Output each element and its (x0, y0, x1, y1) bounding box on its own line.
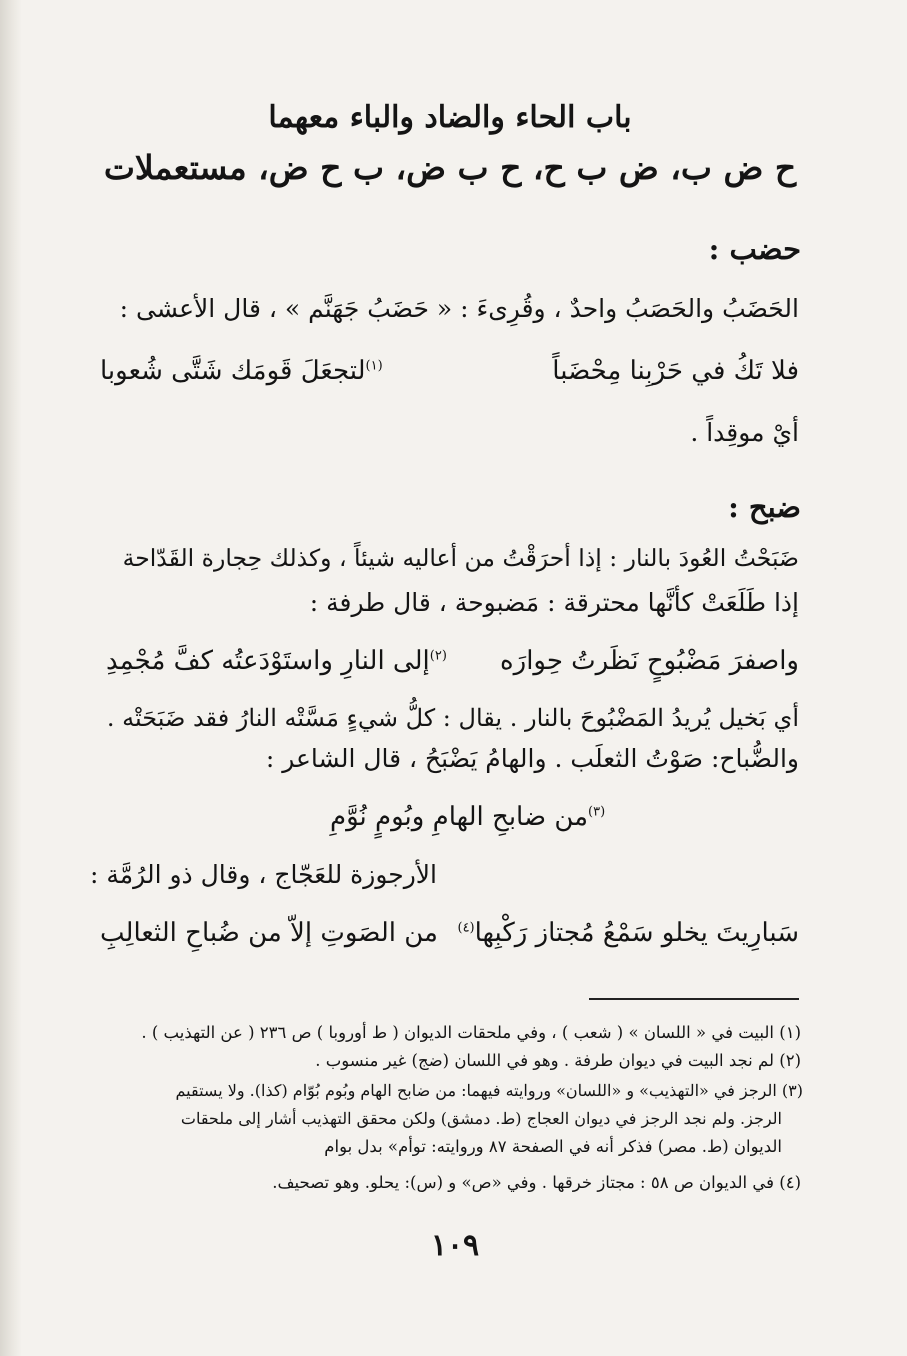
verse-hemistich-left (100, 356, 383, 386)
footnote-marker: (٤) (457, 920, 475, 936)
footnote-1: (١) البيت في « اللسان » ( شعب ) ، وفي ملحقات الديوان ( ط أوروبا ) ص ٢٣٦ ( عن التهذيب ) . (141, 1023, 801, 1042)
entry-line: الأرجوزة للعَجّاج ، وقال ذو الرُمَّة : (90, 860, 437, 889)
verse-text: من ضابحِ الهامِ وبُومٍ نُوَّمِ (330, 802, 589, 832)
footnote-2: (٢) لم نجد البيت في ديوان طرفة . وهو في اللسان (ضج) غير منسوب . (315, 1051, 801, 1070)
page-edge-shadow (0, 0, 22, 1356)
verse-text: إلى النارِ واستَوْدَعتُه كفَّ مُجْمِدِ (106, 646, 430, 676)
entry-heading-hadb: حضب : (708, 232, 801, 266)
footnote-separator (589, 998, 799, 1000)
entry-gloss: أيْ موقِداً . (690, 418, 799, 447)
footnote-marker: (١) (365, 358, 383, 374)
rajaz-line (330, 802, 605, 832)
entry-line: الحَضَبُ والحَصَبُ واحدٌ ، وقُرِىءَ : « حَضَبُ جَهَنَّم » ، قال الأعشى : (119, 294, 799, 323)
entry-line: أي بَخيل يُريدُ المَضْبُوحَ بالنار . يقال : كلُّ شيءٍ مَسَّتْه النارُ فقد ضَبَحَتْه . (106, 704, 799, 732)
footnote-3-cont: الرجز. ولم نجد الرجز في ديوان العجاج (ط. دمشق) ولكن محقق التهذيب أشار إلى ملحقات (180, 1109, 782, 1128)
footnote-3-cont: الديوان (ط. مصر) فذكر أنه في الصفحة ٨٧ وروايته: توأم» بدل بوام (324, 1137, 782, 1156)
entry-heading-dabh: ضبح : (728, 490, 801, 524)
verse-text: لتجعَلَ قَومَك شَتَّى شُعوبا (100, 356, 366, 386)
verse-hemistich-left: من الصَوتِ إلاّ من ضُباحِ الثعالِبِ (100, 918, 438, 948)
footnote-4: (٤) في الديوان ص ٥٨ : مجتاز خرقها . وفي «ص» و (س): يحلو. وهو تصحيف. (272, 1173, 801, 1192)
footnote-marker: (٢) (429, 648, 447, 664)
entry-line: والضُّباح: صَوْتُ الثعلَب . والهامُ يَضْبَحُ ، قال الشاعر : (265, 744, 799, 773)
verse-text: سَبارِيتَ يخلو سَمْعُ مُجتاز رَكْبِها (474, 918, 799, 948)
chapter-subtitle: ح ض ب، ض ب ح، ح ب ض، ب ح ض، مستعملات (103, 148, 797, 187)
footnote-marker: (٣) (588, 804, 606, 820)
entry-line: إذا طَلَعَتْ كأنَّها محترقة : مَضبوحة ، قال طرفة : (309, 588, 799, 617)
footnote-3: (٣) الرجز في «التهذيب» و «اللسان» وروايته فيهما: من ضابح الهام وبُوم بُوّام (كذا). ولا يستقيم (175, 1081, 803, 1100)
verse-hemistich-left (106, 646, 447, 676)
page-number: ١٠٩ (430, 1228, 480, 1263)
verse-hemistich-right: فلا تَكُ في حَرْبِنا مِحْضَباً (552, 356, 799, 386)
verse-hemistich-right: واصفرَ مَضْبُوحٍ نَظَرتُ حِوارَه (500, 646, 799, 676)
chapter-title: باب الحاء والضاد والباء معهما (268, 100, 632, 135)
verse-hemistich-right (457, 918, 799, 948)
entry-line: ضَبَحْتُ العُودَ بالنار : إذا أحرَقْتُ من أعاليه شيئاً ، وكذلك حِجارة القَدّاحة (122, 544, 799, 572)
